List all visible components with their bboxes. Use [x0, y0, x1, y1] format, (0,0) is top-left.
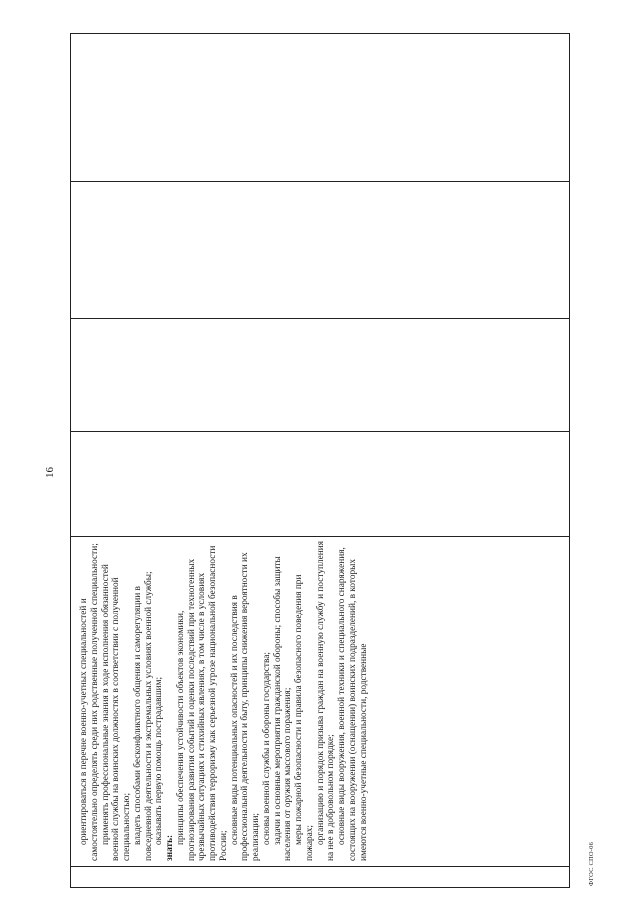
list-paragraph: ориентироваться в перечне военно-учетных специальностей и самостоятельно определять среди них родственные полученной специальности; [79, 543, 100, 861]
table-frame [70, 33, 570, 888]
list-paragraph: принципы обеспечения устойчивости объектов экономики, прогнозирования развития событий и оценки последствий при техногенных чрезвычайных ситуациях и стихийных явлениях, в том числе в условиях противодействия терроризму как серьезной угрозе национальной безопасности России; [175, 545, 229, 861]
column-divider [71, 318, 569, 319]
list-paragraph: применять профессиональные знания в ходе исполнения обязанностей военной службы на воинских должностях в соответствии с полученной специальностью; [100, 564, 132, 861]
list-paragraph: организацию и порядок призыва граждан на военную службу и поступления на нее в добровольном порядке; [315, 541, 337, 861]
list-paragraph: задачи и основные мероприятия гражданской обороны; способы защиты населения от оружия массового поражения; [272, 556, 294, 861]
document-page [44, 33, 595, 888]
section-heading: знать: [165, 834, 175, 861]
list-paragraph: основные виды вооружения, военной техники и специального снаряжения, состоящих на вооружении (оснащении) воинских подразделений, в которых имеются военно-учетные специальности, родственные [337, 547, 369, 861]
list-paragraph: меры пожарной безопасности и правила безопасного поведения при пожарах; [294, 574, 315, 861]
rotated-page-area [44, 33, 595, 888]
content-cell [79, 541, 567, 861]
page-number: 16 [44, 467, 56, 478]
column-divider [71, 536, 569, 537]
list-paragraph: владеть способами бесконфликтного общения и саморегуляции в повседневной деятельности и экстремальных условиях военной службы; [132, 571, 154, 861]
list-paragraph: основы военной службы и обороны государства; [261, 652, 272, 845]
list-paragraph: основные виды потенциальных опасностей и их последствия в профессиональной деятельности и быту, принципы снижения вероятности их реализации; [229, 552, 261, 861]
list-paragraph: оказывать первую помощь пострадавшим; [154, 676, 165, 845]
column-divider [71, 866, 569, 867]
column-divider [71, 181, 569, 182]
footer-code: ФГОС СПО-06 [588, 841, 595, 886]
column-divider [71, 431, 569, 432]
